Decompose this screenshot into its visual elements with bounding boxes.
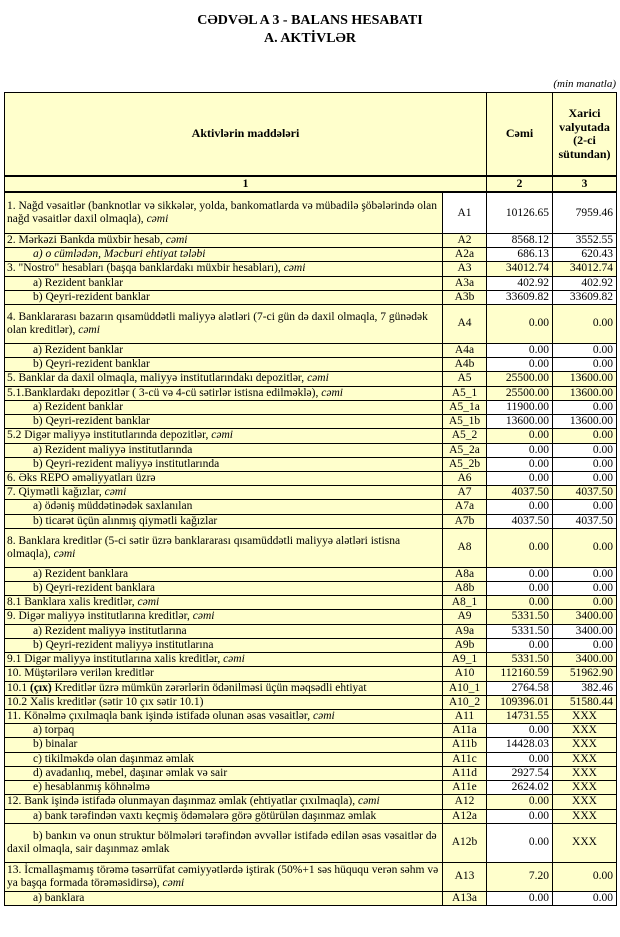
table-row <box>5 514 617 528</box>
row-label-text: d) avadanlıq, mebel, daşınar əmlak və sair <box>33 766 228 779</box>
row-label <box>5 248 443 262</box>
row-label-text: a) Rezident banklar <box>33 400 124 413</box>
table-row <box>5 262 617 276</box>
page-title <box>0 12 620 48</box>
row-total-value: 0.00 <box>487 795 553 809</box>
row-label-text: 8.1 Banklara xalis kreditlər, <box>7 596 138 609</box>
row-total-value: 5331.50 <box>487 624 553 638</box>
row-label-text: cəmi <box>78 323 100 336</box>
row-label-text: b) bankın və onun struktur bölmələri tərəfindən əvvəllər istifadə edilən əsas vəsaitlər də daxil olmaqla, sair daşınmaz əmlak <box>7 829 437 855</box>
row-label-text: a) ödəniş müddətinədək saxlanılan <box>33 500 193 513</box>
row-total-value: 0.00 <box>487 567 553 581</box>
row-code: A7b <box>443 514 487 528</box>
row-code: A8a <box>443 567 487 581</box>
table-row <box>5 528 617 567</box>
row-code: A11c <box>443 752 487 766</box>
row-label-text: b) Qeyri-rezident banklar <box>33 358 150 371</box>
row-label <box>5 386 443 400</box>
row-total-value: 2927.54 <box>487 766 553 780</box>
row-label <box>5 567 443 581</box>
row-code: A8 <box>443 528 487 567</box>
row-fx-value: 51580.44 <box>553 695 617 709</box>
row-code: A10_2 <box>443 695 487 709</box>
row-code: A3a <box>443 276 487 290</box>
colnum-3: 3 <box>553 176 617 192</box>
row-label <box>5 415 443 429</box>
row-label-text: 9. Digər maliyyə institutlarına kreditlər, <box>7 610 193 623</box>
row-fx-value: XXX <box>553 809 617 823</box>
row-code: A11b <box>443 738 487 752</box>
row-label-text: 10.1 <box>7 681 30 694</box>
page-title-line1: CƏDVƏL A 3 - BALANS HESABATI <box>197 13 423 28</box>
row-label <box>5 638 443 652</box>
row-fx-value: 0.00 <box>553 358 617 372</box>
table-row <box>5 372 617 386</box>
row-label-text: a) torpaq <box>33 724 75 737</box>
row-label-text: 3. "Nostro" hesabları (başqa banklardakı müxbir hesabları), <box>7 262 284 275</box>
row-total-value: 0.00 <box>487 358 553 372</box>
row-label <box>5 343 443 357</box>
row-fx-value: 0.00 <box>553 400 617 414</box>
row-label-text: b) ticarət üçün alınmış qiymətli kağızlar <box>33 514 218 527</box>
row-label <box>5 276 443 290</box>
row-code: A9 <box>443 610 487 624</box>
row-total-value: 14731.55 <box>487 710 553 724</box>
row-fx-value: 3552.55 <box>553 233 617 247</box>
row-label-text: a) Rezident banklar <box>33 343 124 356</box>
row-label <box>5 891 443 905</box>
row-total-value: 0.00 <box>487 724 553 738</box>
row-fx-value: 0.00 <box>553 862 617 891</box>
table-row <box>5 862 617 891</box>
balance-table <box>4 92 617 906</box>
row-code: A12b <box>443 823 487 862</box>
row-label <box>5 724 443 738</box>
row-label <box>5 752 443 766</box>
row-label-text: 4. Banklararası bazarın qısamüddətli maliyyə alətləri (7-ci gün də daxil olmaqla, 7 günədək olan kreditlər), <box>7 310 428 336</box>
row-label-text: cəmi <box>146 213 169 226</box>
table-row <box>5 667 617 681</box>
row-fx-value: XXX <box>553 795 617 809</box>
row-fx-value: XXX <box>553 823 617 862</box>
table-row <box>5 891 617 905</box>
row-label <box>5 304 443 343</box>
table-row <box>5 823 617 862</box>
row-fx-value: 34012.74 <box>553 262 617 276</box>
row-code: A12 <box>443 795 487 809</box>
row-total-value: 0.00 <box>487 443 553 457</box>
row-code: A4a <box>443 343 487 357</box>
table-row <box>5 343 617 357</box>
row-fx-value: 0.00 <box>553 638 617 652</box>
row-label <box>5 653 443 667</box>
row-total-value: 0.00 <box>487 528 553 567</box>
row-code: A3b <box>443 290 487 304</box>
table-row <box>5 486 617 500</box>
row-fx-value: 0.00 <box>553 471 617 485</box>
row-fx-value: 0.00 <box>553 528 617 567</box>
row-label <box>5 624 443 638</box>
table-row <box>5 738 617 752</box>
table-row <box>5 248 617 262</box>
table-header-row <box>5 93 617 177</box>
row-label-text: 10.2 Xalis kreditlər (sətir 10 çıx sətir 10.1) <box>7 695 204 708</box>
row-total-value: 33609.82 <box>487 290 553 304</box>
row-label-text: a) Rezident maliyyə institutlarına <box>33 624 187 637</box>
header-fx-col: Xarici valyutada (2-ci sütundan) <box>553 93 617 177</box>
row-label <box>5 400 443 414</box>
row-fx-value: 3400.00 <box>553 624 617 638</box>
column-number-row <box>5 176 617 192</box>
row-code: A5_2 <box>443 429 487 443</box>
row-label-text: a) banklara <box>33 891 85 904</box>
row-label <box>5 766 443 780</box>
table-row <box>5 443 617 457</box>
row-fx-value: 0.00 <box>553 304 617 343</box>
row-label-text: 10. Müştərilərə verilən kreditlər <box>7 667 154 680</box>
row-label-text: a) o cümlədən, Məcburi ehtiyat tələbi <box>33 248 206 261</box>
row-label-text: cəmi <box>321 386 343 399</box>
row-label-text: cəmi <box>313 710 335 722</box>
row-label-text: Kreditlər üzrə mümkün zərərlərin ödənilməsi üçün məqsədli ehtiyat <box>51 681 367 694</box>
row-label-text: cəmi <box>104 486 127 499</box>
row-fx-value: 0.00 <box>553 443 617 457</box>
table-row <box>5 781 617 795</box>
row-label <box>5 358 443 372</box>
table-row <box>5 582 617 596</box>
table-row <box>5 695 617 709</box>
row-code: A1 <box>443 192 487 233</box>
row-label <box>5 372 443 386</box>
row-fx-value: 0.00 <box>553 429 617 443</box>
row-total-value: 0.00 <box>487 752 553 766</box>
row-label-text: 9.1 Digər maliyyə institutlarına xalis kreditlər, <box>7 653 224 666</box>
row-label-text: cəmi <box>162 876 185 889</box>
row-label-text: a) bank tərəfindən vaxtı keçmiş ödəmələrə görə götürülən daşınmaz əmlak <box>33 809 377 822</box>
row-code: A10 <box>443 667 487 681</box>
row-total-value: 0.00 <box>487 823 553 862</box>
row-code: A4b <box>443 358 487 372</box>
table-row <box>5 653 617 667</box>
row-label-text: 8. Banklara kreditlər (5-ci sətir üzrə banklararası qısamüddətli maliyyə alətləri istisna olmaqla), <box>7 534 401 560</box>
row-code: A10_1 <box>443 681 487 695</box>
row-code: A5 <box>443 372 487 386</box>
row-label-text: 6. Əks REPO əməliyyatları üzrə <box>7 471 156 484</box>
row-total-value: 0.00 <box>487 429 553 443</box>
row-label <box>5 738 443 752</box>
row-fx-value: 0.00 <box>553 567 617 581</box>
table-row <box>5 638 617 652</box>
row-code: A11e <box>443 781 487 795</box>
row-total-value: 13600.00 <box>487 415 553 429</box>
row-label-text: 13. İcmallaşmamış törəmə təsərrüfat cəmiyyətlərdə iştirak (50%+1 səs hüququ verən səhm və ya başqa formada törəməsidirsə), <box>7 863 439 889</box>
row-total-value: 0.00 <box>487 343 553 357</box>
row-code: A11 <box>443 710 487 724</box>
row-fx-value: 0.00 <box>553 343 617 357</box>
row-label-text: a) Rezident banklara <box>33 567 129 580</box>
row-fx-value: 382.46 <box>553 681 617 695</box>
table-row <box>5 795 617 809</box>
table-row <box>5 429 617 443</box>
table-row <box>5 766 617 780</box>
row-total-value: 0.00 <box>487 638 553 652</box>
row-label-text: cəmi <box>53 547 76 560</box>
header-items-col: Aktivlərin maddələri <box>5 93 487 177</box>
row-fx-value: 13600.00 <box>553 386 617 400</box>
table-row <box>5 415 617 429</box>
table-row <box>5 567 617 581</box>
row-code: A7a <box>443 500 487 514</box>
row-label <box>5 710 443 724</box>
row-total-value: 25500.00 <box>487 372 553 386</box>
row-fx-value: 13600.00 <box>553 372 617 386</box>
row-total-value: 686.13 <box>487 248 553 262</box>
row-label-text: cəmi <box>192 610 215 623</box>
row-label-text: cəmi <box>357 795 380 808</box>
row-label <box>5 695 443 709</box>
row-label-text: c) tikilməkdə olan daşınmaz əmlak <box>33 752 194 765</box>
row-label-text: 12. Bank işində istifadə olunmayan daşınmaz əmlak (ehtiyatlar çıxılmaqla), <box>7 795 358 808</box>
row-label <box>5 192 443 233</box>
table-row <box>5 710 617 724</box>
row-code: A5_1 <box>443 386 487 400</box>
row-code: A13a <box>443 891 487 905</box>
row-fx-value: 0.00 <box>553 582 617 596</box>
row-label <box>5 809 443 823</box>
row-fx-value: XXX <box>553 738 617 752</box>
row-fx-value: XXX <box>553 752 617 766</box>
row-fx-value: XXX <box>553 781 617 795</box>
table-row <box>5 276 617 290</box>
row-fx-value: 4037.50 <box>553 486 617 500</box>
table-body <box>5 192 617 905</box>
row-total-value: 0.00 <box>487 457 553 471</box>
row-code: A8_1 <box>443 596 487 610</box>
row-code: A9b <box>443 638 487 652</box>
row-fx-value: 4037.50 <box>553 514 617 528</box>
row-code: A9a <box>443 624 487 638</box>
row-code: A2a <box>443 248 487 262</box>
row-total-value: 0.00 <box>487 809 553 823</box>
row-total-value: 0.00 <box>487 582 553 596</box>
table-row <box>5 724 617 738</box>
row-fx-value: 3400.00 <box>553 653 617 667</box>
row-label <box>5 781 443 795</box>
row-label-text: b) Qeyri-rezident maliyyə institutlarına <box>33 638 214 651</box>
table-row <box>5 400 617 414</box>
row-label-text: cəmi <box>283 262 306 275</box>
row-total-value: 0.00 <box>487 471 553 485</box>
row-label <box>5 795 443 809</box>
page-title-line2: A. AKTİVLƏR <box>263 31 357 47</box>
row-fx-value: XXX <box>553 710 617 724</box>
row-code: A7 <box>443 486 487 500</box>
row-label-text: b) Qeyri-rezident banklar <box>33 415 150 428</box>
row-total-value: 8568.12 <box>487 233 553 247</box>
row-total-value: 2764.58 <box>487 681 553 695</box>
row-fx-value: 3400.00 <box>553 610 617 624</box>
row-fx-value: 33609.82 <box>553 290 617 304</box>
row-total-value: 109396.01 <box>487 695 553 709</box>
row-label-text: cəmi <box>137 596 160 609</box>
row-label-text: 11. Könəlmə çıxılmaqla bank işində istifadə olunan əsas vəsaitlər, <box>7 710 314 722</box>
row-label-text: (çıx) <box>30 681 52 694</box>
row-total-value: 10126.65 <box>487 192 553 233</box>
row-label <box>5 582 443 596</box>
colnum-1: 1 <box>5 176 487 192</box>
row-total-value: 5331.50 <box>487 653 553 667</box>
row-total-value: 11900.00 <box>487 400 553 414</box>
row-label <box>5 443 443 457</box>
table-row <box>5 471 617 485</box>
row-label <box>5 514 443 528</box>
row-code: A5_2b <box>443 457 487 471</box>
row-label <box>5 233 443 247</box>
row-label <box>5 429 443 443</box>
row-total-value: 4037.50 <box>487 486 553 500</box>
row-fx-value: 0.00 <box>553 891 617 905</box>
row-label <box>5 486 443 500</box>
row-fx-value: 13600.00 <box>553 415 617 429</box>
row-fx-value: 0.00 <box>553 596 617 610</box>
row-label-text: b) Qeyri-rezident banklara <box>33 582 155 595</box>
row-label-text: e) hesablanmış köhnəlmə <box>33 781 150 794</box>
row-total-value: 0.00 <box>487 304 553 343</box>
row-label-text: 5. Banklar da daxil olmaqla, maliyyə institutlarındakı depozitlər, <box>7 372 308 385</box>
row-label <box>5 681 443 695</box>
row-fx-value: 402.92 <box>553 276 617 290</box>
row-fx-value: 7959.46 <box>553 192 617 233</box>
row-label <box>5 262 443 276</box>
row-total-value: 7.20 <box>487 862 553 891</box>
row-label <box>5 610 443 624</box>
table-row <box>5 500 617 514</box>
row-total-value: 14428.03 <box>487 738 553 752</box>
row-code: A5_1a <box>443 400 487 414</box>
row-fx-value: 51962.90 <box>553 667 617 681</box>
row-label <box>5 862 443 891</box>
row-fx-value: XXX <box>553 724 617 738</box>
table-row <box>5 809 617 823</box>
table-row <box>5 304 617 343</box>
header-total-col: Cəmi <box>487 93 553 177</box>
row-code: A8b <box>443 582 487 596</box>
row-label <box>5 457 443 471</box>
row-label <box>5 596 443 610</box>
row-code: A11a <box>443 724 487 738</box>
row-fx-value: 620.43 <box>553 248 617 262</box>
row-total-value: 2624.02 <box>487 781 553 795</box>
row-label-text: cəmi <box>307 372 329 385</box>
row-total-value: 0.00 <box>487 891 553 905</box>
row-label <box>5 500 443 514</box>
row-code: A6 <box>443 471 487 485</box>
colnum-2: 2 <box>487 176 553 192</box>
row-fx-value: XXX <box>553 766 617 780</box>
table-row <box>5 752 617 766</box>
row-code: A5_1b <box>443 415 487 429</box>
row-total-value: 0.00 <box>487 500 553 514</box>
row-total-value: 25500.00 <box>487 386 553 400</box>
row-total-value: 112160.59 <box>487 667 553 681</box>
table-row <box>5 596 617 610</box>
row-total-value: 402.92 <box>487 276 553 290</box>
row-label-text: cəmi <box>223 653 245 666</box>
table-row <box>5 624 617 638</box>
row-code: A12a <box>443 809 487 823</box>
row-total-value: 0.00 <box>487 596 553 610</box>
row-fx-value: 0.00 <box>553 457 617 471</box>
table-row <box>5 610 617 624</box>
row-label <box>5 471 443 485</box>
row-code: A9_1 <box>443 653 487 667</box>
row-label <box>5 823 443 862</box>
row-label <box>5 290 443 304</box>
row-code: A13 <box>443 862 487 891</box>
row-fx-value: 0.00 <box>553 500 617 514</box>
row-label-text: a) Rezident maliyyə institutlarında <box>33 443 193 456</box>
row-label <box>5 667 443 681</box>
table-row <box>5 233 617 247</box>
row-label-text: a) Rezident banklar <box>33 276 124 289</box>
row-code: A4 <box>443 304 487 343</box>
row-label-text: b) Qeyri-rezident banklar <box>33 290 150 303</box>
row-label-text: cəmi <box>211 429 233 442</box>
table-row <box>5 192 617 233</box>
row-total-value: 4037.50 <box>487 514 553 528</box>
row-label-text: cəmi <box>165 233 188 246</box>
row-code: A5_2a <box>443 443 487 457</box>
row-label-text: b) Qeyri-rezident maliyyə institutlarında <box>33 457 220 470</box>
table-row <box>5 681 617 695</box>
table-row <box>5 358 617 372</box>
row-label-text: 7. Qiymətli kağızlar, <box>7 486 105 499</box>
row-label-text: 5.2 Digər maliyyə institutlarında depozitlər, <box>7 429 212 442</box>
row-code: A2 <box>443 233 487 247</box>
row-label-text: 5.1.Banklardakı depozitlər ( 3-cü və 4-cü sətirlər istisna edilməklə), <box>7 386 322 399</box>
table-row <box>5 386 617 400</box>
table-row <box>5 290 617 304</box>
table-row <box>5 457 617 471</box>
row-code: A11d <box>443 766 487 780</box>
row-label-text: 2. Mərkəzi Bankda müxbir hesab, <box>7 233 166 246</box>
row-label <box>5 528 443 567</box>
unit-note: (min manatla) <box>553 78 616 91</box>
row-total-value: 34012.74 <box>487 262 553 276</box>
row-total-value: 5331.50 <box>487 610 553 624</box>
row-label-text: b) binalar <box>33 738 78 751</box>
row-code: A3 <box>443 262 487 276</box>
row-label-text: 1. Nağd vəsaitlər (banknotlar və sikkələr, yolda, bankomatlarda və mübadilə şöbələrində olan nağd vəsaitlər daxil olmaqla), <box>7 199 438 226</box>
